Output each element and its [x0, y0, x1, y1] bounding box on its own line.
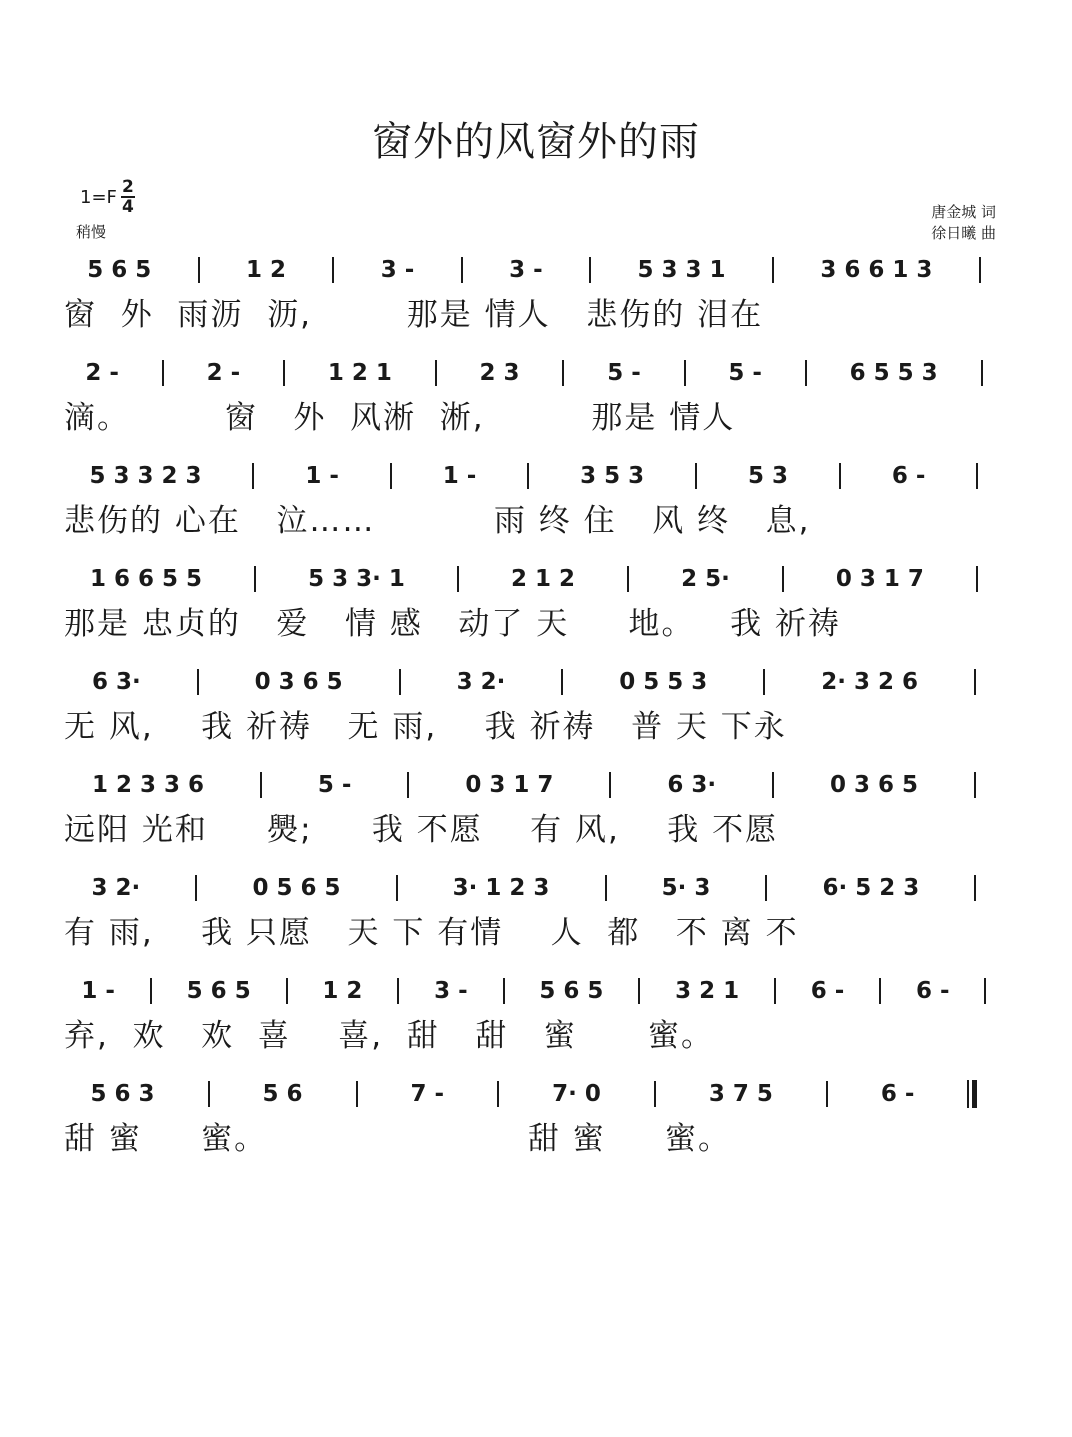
lyrics-row: 甜 蜜 蜜。 甜 蜜 蜜。	[64, 1121, 732, 1157]
note-group: 7· 0	[552, 1081, 601, 1107]
note-group: 5 -	[317, 772, 352, 798]
notation-row	[64, 662, 1004, 702]
barline	[561, 669, 563, 695]
note-group: 2 5·	[681, 566, 730, 592]
notation-row	[64, 868, 1004, 908]
barline	[984, 978, 986, 1004]
note-group: 3 2·	[456, 669, 506, 695]
barline	[589, 257, 591, 283]
note-group: 3 5 3	[580, 463, 645, 489]
final-barline	[967, 1080, 977, 1108]
note-group: 3 -	[509, 257, 543, 283]
barline	[252, 463, 254, 489]
composer-credit: 徐日曦 曲	[931, 224, 996, 242]
note-group: 0 3 6 5	[254, 669, 343, 695]
lyrics-row: 那是 忠贞的 爱 情 感 动了 天 地。 我 祈祷	[64, 606, 841, 642]
notation-row	[64, 456, 1004, 496]
barline	[609, 772, 611, 798]
lyrics-row: 远阳 光和 爂; 我 不愿 有 风, 我 不愿	[64, 812, 779, 848]
notation-row	[64, 971, 1004, 1011]
music-system	[0, 662, 1072, 765]
note-group: 1 -	[305, 463, 339, 489]
notation-row	[64, 353, 1004, 393]
barline	[772, 772, 774, 798]
barline	[684, 360, 686, 386]
music-system	[0, 1074, 1072, 1177]
barline	[254, 566, 256, 592]
barline	[461, 257, 463, 283]
note-group: 5 6 5	[186, 978, 251, 1004]
barline	[457, 566, 459, 592]
barline	[399, 669, 401, 695]
music-system	[0, 559, 1072, 662]
note-group: 3· 1 2 3	[452, 875, 550, 901]
lyrics-row: 滴。 窗 外 风淅 淅, 那是 情人	[64, 400, 736, 436]
barline	[407, 772, 409, 798]
final-barline-thick	[972, 1080, 977, 1108]
music-system	[0, 971, 1072, 1074]
note-group: 2 1 2	[510, 566, 575, 592]
barline	[979, 257, 981, 283]
barline	[332, 257, 334, 283]
lyrics-row: 窗 外 雨沥 沥, 那是 情人 悲伤的 泪在	[64, 297, 764, 333]
note-group: 0 5 6 5	[252, 875, 341, 901]
barline	[198, 257, 200, 283]
barline	[981, 360, 983, 386]
note-group: 6 3·	[667, 772, 717, 798]
time-signature-top: 2	[121, 177, 134, 197]
music-system	[0, 353, 1072, 456]
note-group: 2· 3 2 6	[821, 669, 918, 695]
note-group: 5· 3	[661, 875, 711, 901]
time-signature-bottom: 4	[121, 197, 134, 217]
music-system	[0, 250, 1072, 353]
barline	[879, 978, 881, 1004]
lyrics-row: 无 风, 我 祈祷 无 雨, 我 祈祷 普 天 下永	[64, 709, 787, 745]
barline	[772, 257, 774, 283]
note-group: 6 3·	[91, 669, 141, 695]
barline	[356, 1081, 358, 1107]
barline	[974, 875, 976, 901]
note-group: 5 6 5	[539, 978, 604, 1004]
barline	[562, 360, 564, 386]
barline	[974, 772, 976, 798]
note-group: 3 7 5	[708, 1081, 773, 1107]
key-signature	[80, 178, 135, 216]
notation-row	[64, 250, 1004, 290]
barline	[503, 978, 505, 1004]
note-group: 1 -	[442, 463, 477, 489]
time-signature	[121, 178, 135, 216]
barline	[283, 360, 285, 386]
barline	[826, 1081, 828, 1107]
note-group: 6 -	[916, 978, 950, 1004]
barline	[197, 669, 199, 695]
note-group: 5 -	[728, 360, 762, 386]
key-label: 1=F	[80, 186, 117, 208]
lyrics-row: 悲伤的 心在 泣…… 雨 终 住 风 终 息,	[64, 503, 811, 539]
barline	[397, 978, 399, 1004]
barline	[763, 669, 765, 695]
note-group: 5 3 3· 1	[308, 566, 405, 592]
note-group: 6 -	[880, 1081, 915, 1107]
barline	[195, 875, 197, 901]
notation-row	[64, 765, 1004, 805]
note-group: 5 3	[748, 463, 789, 489]
barline	[765, 875, 767, 901]
note-group: 6· 5 2 3	[822, 875, 920, 901]
note-group: 0 3 1 7	[465, 772, 554, 798]
barline	[654, 1081, 656, 1107]
note-group: 1 2	[246, 257, 287, 283]
note-group: 1 2	[322, 978, 363, 1004]
tempo-marking: 稍慢	[76, 223, 107, 241]
barline	[162, 360, 164, 386]
barline	[497, 1081, 499, 1107]
barline	[695, 463, 697, 489]
barline	[638, 978, 640, 1004]
note-group: 1 2 1	[327, 360, 392, 386]
notation-row	[64, 559, 1004, 599]
barline	[390, 463, 392, 489]
note-group: 3 6 6 1 3	[820, 257, 933, 283]
note-group: 0 3 6 5	[830, 772, 919, 798]
note-group: 3 2·	[91, 875, 141, 901]
note-group: 6 5 5 3	[849, 360, 938, 386]
note-group: 3 2 1	[675, 978, 740, 1004]
barline	[435, 360, 437, 386]
barline	[286, 978, 288, 1004]
note-group: 3 -	[434, 978, 468, 1004]
note-group: 1 6 6 5 5	[90, 566, 203, 592]
song-title: 窗外的风窗外的雨	[372, 119, 700, 165]
note-group: 5 3 3 1	[637, 257, 726, 283]
barline	[605, 875, 607, 901]
barline	[396, 875, 398, 901]
music-system	[0, 456, 1072, 559]
barline	[839, 463, 841, 489]
barline	[782, 566, 784, 592]
notation-row	[64, 1074, 1004, 1114]
barline	[976, 463, 978, 489]
music-system	[0, 868, 1072, 971]
barline	[805, 360, 807, 386]
barline	[527, 463, 529, 489]
note-group: 1 -	[81, 978, 115, 1004]
note-group: 5 6 5	[87, 257, 152, 283]
note-group: 0 5 5 3	[619, 669, 708, 695]
note-group: 6 -	[891, 463, 926, 489]
note-group: 1 2 3 3 6	[91, 772, 205, 798]
note-group: 5 3 3 2 3	[89, 463, 202, 489]
note-group: 5 6 3	[90, 1081, 155, 1107]
note-group: 0 3 1 7	[835, 566, 924, 592]
barline	[974, 669, 976, 695]
lyrics-row: 有 雨, 我 只愿 天 下 有情 人 都 不 离 不	[64, 915, 799, 951]
note-group: 6 -	[810, 978, 845, 1004]
lyricist-credit: 唐金城 词	[931, 203, 996, 221]
note-group: 5 -	[607, 360, 641, 386]
note-group: 2 -	[206, 360, 241, 386]
note-group: 3 -	[380, 257, 415, 283]
note-group: 7 -	[410, 1081, 445, 1107]
barline	[208, 1081, 210, 1107]
note-group: 2 -	[85, 360, 119, 386]
barline	[627, 566, 629, 592]
music-system	[0, 765, 1072, 868]
final-barline-thin	[967, 1080, 969, 1108]
note-group: 5 6	[262, 1081, 303, 1107]
barline	[150, 978, 152, 1004]
lyrics-row: 弃, 欢 欢 喜 喜, 甜 甜 蜜 蜜。	[64, 1018, 715, 1054]
barline	[260, 772, 262, 798]
barline	[774, 978, 776, 1004]
barline	[976, 566, 978, 592]
note-group: 2 3	[479, 360, 520, 386]
